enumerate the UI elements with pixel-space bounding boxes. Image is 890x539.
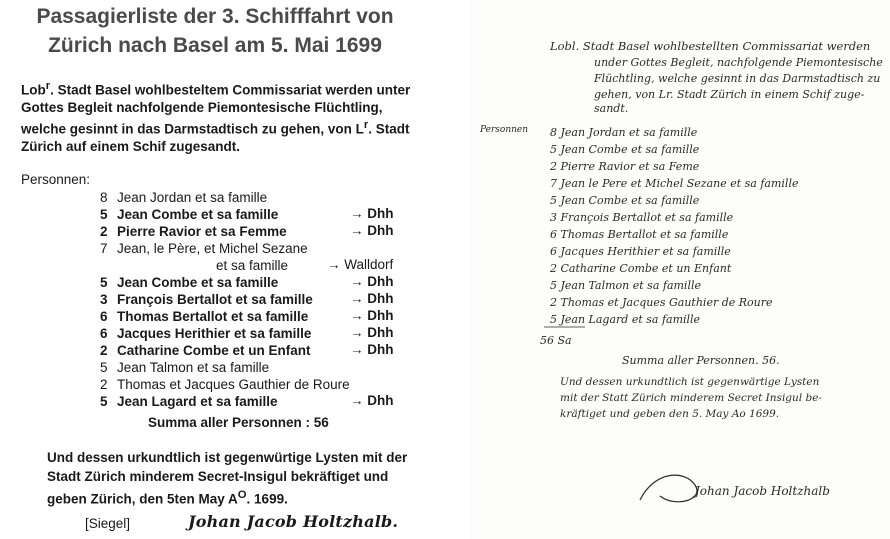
entry-count: 5 — [100, 394, 108, 409]
entry-count: 2 — [100, 343, 108, 358]
manuscript-closing-line: kräftiget und geben den 5. May Ao 1699. — [560, 408, 780, 420]
entry-name: Jean Lagard et sa famille — [117, 394, 278, 409]
manuscript-line: 5 Jean Lagard et sa famille — [550, 313, 701, 326]
entry-name: Jean Talmon et sa famille — [117, 360, 270, 375]
closing-text-1: Und dessen urkundtlich ist gegenwürtige Lysten mit der Stadt Zürich minderem Secret-Insigul bekräftiget und geben Zürich, den 5ten May A — [47, 450, 408, 507]
transcription-panel — [0, 0, 430, 539]
entry-count: 5 — [100, 275, 108, 290]
intro-sup-1: r — [45, 80, 51, 92]
page-title-line-2: Zürich nach Basel am 5. Mai 1699 — [48, 34, 382, 57]
manuscript-line: 5 Jean Combe et sa famille — [550, 143, 700, 156]
manuscript-header-line: gehen, von Lr. Stadt Zürich in einem Schif zuge- — [594, 88, 865, 101]
entry-destination: → Walldorf — [327, 257, 394, 272]
intro-text-1: Lob — [21, 82, 46, 98]
manuscript-header-line: under Gottes Begleit, nachfolgende Piemontesische — [594, 56, 883, 69]
page-title-line-1: Passagierliste der 3. Schifffahrt von — [36, 5, 394, 28]
entry-destination: → Dhh — [350, 393, 394, 408]
signature-flourish — [640, 475, 697, 502]
signature: Johan Jacob Holtzhalb. — [188, 512, 399, 531]
manuscript-subtotal: 56 Sa — [540, 334, 572, 347]
manuscript-line: 3 François Bertallot et sa famille — [550, 211, 734, 224]
entry-count: 7 — [100, 241, 108, 256]
seal-label: [Siegel] — [85, 516, 131, 531]
entry-count: 2 — [100, 377, 108, 392]
entry-name: Jean, le Père, et Michel Sezane — [117, 241, 308, 256]
closing-sup: O — [237, 489, 247, 501]
entry-name: Jean Combe et sa famille — [117, 207, 279, 222]
entry-name: Thomas et Jacques Gauthier de Roure — [117, 377, 350, 392]
entry-destination: → Dhh — [350, 223, 394, 238]
entry-destination: → Dhh — [350, 206, 394, 221]
intro-text-2: . Stadt Basel wohlbesteltem Commissariat werden unter Gottes Begleit nachfolgende Piemontesische Flüchtling, welche gesinnt in das Darmstadtisch zu gehen, von L — [21, 82, 411, 136]
entry-count: 3 — [100, 292, 108, 307]
entry-count: 2 — [100, 224, 108, 239]
manuscript-line: 5 Jean Talmon et sa famille — [550, 279, 701, 292]
entry-destination: → Dhh — [350, 308, 394, 323]
entry-destination: → Dhh — [350, 342, 394, 357]
entry-count: 8 — [100, 190, 108, 205]
manuscript-line: 5 Jean Combe et sa famille — [550, 194, 700, 207]
manuscript-line: 7 Jean le Pere et Michel Sezane et sa famille — [550, 177, 799, 190]
entry-count: 6 — [100, 309, 108, 324]
persons-label: Personnen: — [21, 172, 91, 187]
entry-name: Jacques Herithier et sa famille — [117, 326, 312, 341]
entry-destination: → Dhh — [350, 274, 394, 289]
manuscript-margin-note: Personnen — [480, 125, 529, 135]
manuscript-header-line: sandt. — [594, 102, 629, 115]
manuscript-closing-line: mit der Statt Zürich minderem Secret Insigul be- — [560, 392, 822, 404]
manuscript-image — [470, 0, 890, 539]
manuscript-line: 2 Thomas et Jacques Gauthier de Roure — [550, 296, 773, 309]
entry-name: Thomas Bertallot et sa famille — [117, 309, 309, 324]
entry-destination: → Dhh — [350, 325, 394, 340]
manuscript-line: 6 Thomas Bertallot et sa famille — [550, 228, 729, 241]
entry-count: 5 — [100, 360, 108, 375]
manuscript-line: 6 Jacques Herithier et sa famille — [550, 245, 731, 258]
entry-name: François Bertallot et sa famille — [117, 292, 313, 307]
manuscript-signature: Johan Jacob Holtzhalb — [695, 484, 830, 498]
intro-text-3: . Stadt Zürich auf einem Schif zugesandt. — [21, 121, 410, 154]
entry-name: Jean Jordan et sa famille — [117, 190, 268, 205]
manuscript-summa: Summa aller Personnen. 56. — [622, 354, 780, 367]
closing-text-2: . 1699. — [246, 491, 288, 507]
manuscript-header-line: Flüchtling, welche gesinnt in das Darmstadtisch zu — [594, 72, 881, 85]
manuscript-line: 2 Pierre Ravior et sa Feme — [550, 160, 700, 173]
entry-count: 5 — [100, 207, 108, 222]
entry-name: et sa famille — [216, 258, 289, 273]
entry-name: Catharine Combe et un Enfant — [117, 343, 311, 358]
entry-name: Jean Combe et sa famille — [117, 275, 279, 290]
summa-total: Summa aller Personnen : 56 — [148, 415, 329, 430]
manuscript-header-line: Lobl. Stadt Basel wohlbestellten Commissariat werden — [550, 39, 871, 53]
manuscript-line: 2 Catharine Combe et un Enfant — [550, 262, 732, 275]
closing-paragraph — [47, 449, 427, 509]
entry-destination: → Dhh — [350, 291, 394, 306]
manuscript-scan — [470, 0, 890, 539]
manuscript-line: 8 Jean Jordan et sa famille — [550, 126, 698, 139]
entry-count: 6 — [100, 326, 108, 341]
manuscript-closing-line: Und dessen urkundtlich ist gegenwärtige Lysten — [560, 376, 820, 388]
intro-sup-2: r — [363, 118, 369, 131]
intro-paragraph — [21, 78, 421, 155]
entry-name: Pierre Ravior et sa Femme — [117, 224, 287, 239]
